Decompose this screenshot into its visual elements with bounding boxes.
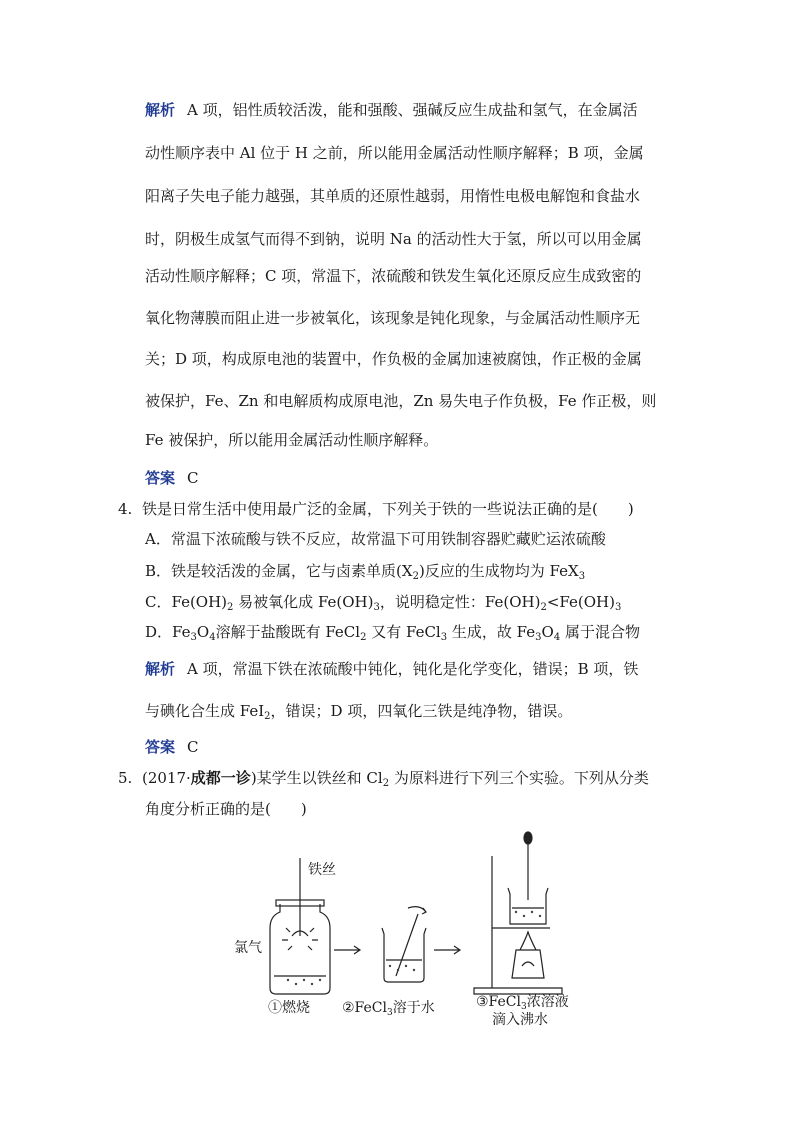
q3-analysis-line-9: Fe 被保护，所以能用金属活动性顺序解释。 xyxy=(145,431,439,449)
q3-analysis-label: 解析 xyxy=(145,101,176,119)
q3-analysis-line-1: 解析 A 项，铝性质较活泼，能和强酸、强碱反应生成盐和氢气，在金属活 xyxy=(145,101,638,119)
q3-analysis-line-7: 关；D 项，构成原电池的装置中，作负极的金属加速被腐蚀，作正极的金属 xyxy=(145,350,642,368)
experiment-diagram xyxy=(230,828,590,1028)
heating-apparatus xyxy=(474,832,562,994)
q3-analysis-line-4: 时，阴极生成氢气而得不到钠，说明 Na 的活动性大于氢，所以可以用金属 xyxy=(145,230,642,248)
q5-stem-line-2: 角度分析正确的是( ) xyxy=(145,800,307,818)
q5-stem-line-1: 5. (2017·成都一诊)某学生以铁丝和 $Cl_2$ 为原料进行下列三个实验。下列从分类 xyxy=(118,769,649,789)
q4-option-c: C．$Fe(OH)_2$ 易被氧化成 $Fe(OH)_3$，说明稳定性：$Fe(OH)_2<Fe(OH)_3$ xyxy=(145,593,622,613)
q5-number: 5. xyxy=(118,769,133,787)
q4-answer-value: C xyxy=(187,738,199,756)
caption-boiling-water: 滴入沸水 xyxy=(492,1012,548,1028)
beaker-apparatus xyxy=(382,907,426,982)
q3-analysis-line-6: 氧化物薄膜而阻止进一步被氧化，该现象是钝化现象，与金属活动性顺序无 xyxy=(145,309,641,327)
q4-option-a: A．常温下浓硫酸与铁不反应，故常温下可用铁制容器贮藏贮运浓硫酸 xyxy=(145,530,606,548)
q4-answer xyxy=(145,737,199,757)
caption-dissolve: ②FeCl$_3$溶于水 xyxy=(342,1000,435,1018)
label-chlorine-gas: 氯气 xyxy=(234,940,262,956)
q3-analysis-line-3: 阳离子失电子能力越强，其单质的还原性越弱，用惰性电极电解饱和食盐水 xyxy=(145,187,641,205)
q3-analysis-line-8: 被保护，Fe、Zn 和电解质构成原电池，Zn 易失电子作负极，Fe 作正极，则 xyxy=(145,392,657,410)
label-iron-wire: 铁丝 xyxy=(308,862,336,878)
q3-analysis-line-5: 活动性顺序解释；C 项，常温下，浓硫酸和铁发生氧化还原反应生成致密的 xyxy=(145,267,642,285)
caption-combustion: ①燃烧 xyxy=(268,1000,310,1016)
q4-stem: 4. 铁是日常生活中使用最广泛的金属，下列关于铁的一些说法正确的是( ) xyxy=(118,500,634,518)
q3-answer-value: C xyxy=(187,469,199,487)
q4-analysis-line-2: 与碘化合生成 FeI$_2$，错误；D 项，四氧化三铁是纯净物，错误。 xyxy=(145,702,573,722)
q4-option-d: D．$Fe_3O_4$溶解于盐酸既有 FeCl$_2$ 又有 FeCl$_3$ 生成，故 $Fe_3O_4$ 属于混合物 xyxy=(145,623,640,643)
q3-answer xyxy=(145,468,199,488)
caption-concentrated: ③FeCl$_3$浓溶液 xyxy=(476,994,569,1012)
q3-analysis-line-2: 动性顺序表中 Al 位于 H 之前，所以能用金属活动性顺序解释；B 项，金属 xyxy=(145,144,644,162)
experiment-figure xyxy=(230,828,590,1028)
q4-option-b: B．铁是较活泼的金属，它与卤素单质$(X_2)$反应的生成物均为 FeX$_3$ xyxy=(145,562,586,582)
q3-answer-label: 答案 xyxy=(145,469,176,487)
gas-bottle-apparatus xyxy=(270,858,330,994)
q4-number: 4. xyxy=(118,500,133,518)
q4-answer-label: 答案 xyxy=(145,738,176,756)
q4-analysis-line-1: 解析 A 项，常温下铁在浓硫酸中钝化，钝化是化学变化，错误；B 项，铁 xyxy=(145,660,639,678)
q4-analysis-label: 解析 xyxy=(145,660,176,678)
